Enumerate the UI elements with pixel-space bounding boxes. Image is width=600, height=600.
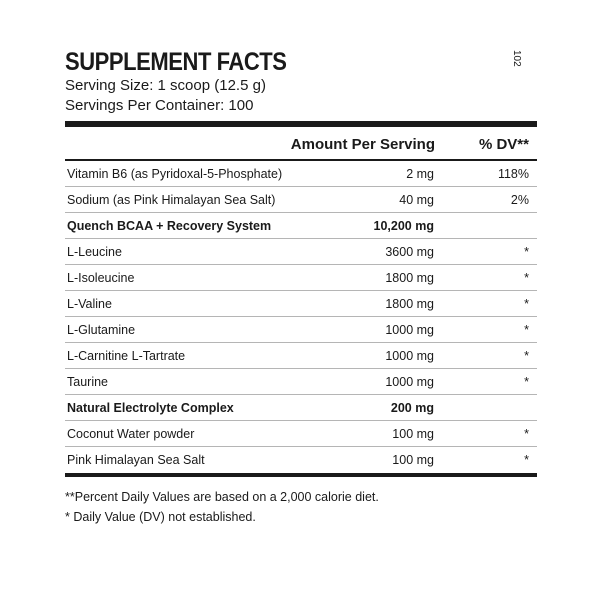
nutrient-name: Coconut Water powder [67, 427, 195, 441]
nutrient-amount: 100 mg [392, 427, 434, 441]
servings-per-container: Servings Per Container: 100 [65, 97, 254, 114]
table-row [65, 213, 537, 239]
nutrient-amount: 1000 mg [385, 323, 434, 337]
table-row [65, 265, 537, 291]
nutrient-rows [65, 161, 537, 473]
nutrient-name: Taurine [67, 375, 108, 389]
table-row [65, 317, 537, 343]
dv-header: % DV** [478, 136, 529, 153]
footnote-dv-not-established: * Daily Value (DV) not established. [65, 510, 256, 524]
footnotes [65, 487, 537, 527]
table-header [65, 127, 537, 161]
nutrient-amount: 1800 mg [385, 271, 434, 285]
table-row [65, 161, 537, 187]
serving-size: Serving Size: 1 scoop (12.5 g) [65, 77, 266, 94]
nutrient-name: Natural Electrolyte Complex [67, 401, 234, 415]
nutrient-name: L-Carnitine L-Tartrate [67, 349, 186, 363]
nutrient-amount: 1000 mg [385, 349, 434, 363]
footnote-percent-dv: **Percent Daily Values are based on a 2,000 calorie diet. [65, 490, 379, 504]
nutrient-dv: * [524, 297, 529, 311]
table-row [65, 395, 537, 421]
nutrient-name: L-Glutamine [67, 323, 136, 337]
nutrient-dv: * [524, 271, 529, 285]
table-row [65, 343, 537, 369]
table-row [65, 421, 537, 447]
nutrient-dv: 118% [497, 167, 529, 181]
nutrient-amount: 1000 mg [385, 375, 434, 389]
table-row [65, 291, 537, 317]
nutrient-dv: * [524, 375, 529, 389]
nutrient-dv: * [524, 453, 529, 467]
nutrient-name: L-Valine [67, 297, 112, 311]
bottom-thick-rule [65, 473, 537, 477]
nutrient-dv: * [524, 349, 529, 363]
nutrient-name: L-Isoleucine [67, 271, 135, 285]
nutrient-name: Vitamin B6 (as Pyridoxal-5-Phosphate) [67, 167, 283, 181]
table-row [65, 239, 537, 265]
nutrient-name: Quench BCAA + Recovery System [67, 219, 272, 233]
table-row [65, 447, 537, 473]
nutrient-amount: 40 mg [399, 193, 434, 207]
nutrient-dv: 2% [510, 193, 529, 207]
amount-header: Amount Per Serving [290, 136, 435, 153]
side-code: 102 [511, 50, 522, 67]
nutrient-amount: 1800 mg [385, 297, 434, 311]
nutrient-amount: 100 mg [392, 453, 434, 467]
nutrient-amount: 3600 mg [385, 245, 434, 259]
nutrient-amount: 2 mg [406, 167, 434, 181]
nutrient-name: Sodium (as Pink Himalayan Sea Salt) [67, 193, 276, 207]
nutrient-name: Pink Himalayan Sea Salt [67, 453, 205, 467]
table-row [65, 187, 537, 213]
panel-title: SUPPLEMENT FACTS [65, 48, 287, 76]
nutrient-dv: * [524, 245, 529, 259]
supplement-facts-panel [65, 48, 537, 527]
nutrient-amount: 10,200 mg [373, 219, 434, 233]
nutrient-dv: * [524, 427, 529, 441]
nutrient-amount: 200 mg [390, 401, 434, 415]
table-row [65, 369, 537, 395]
nutrient-name: L-Leucine [67, 245, 122, 259]
nutrient-dv: * [524, 323, 529, 337]
